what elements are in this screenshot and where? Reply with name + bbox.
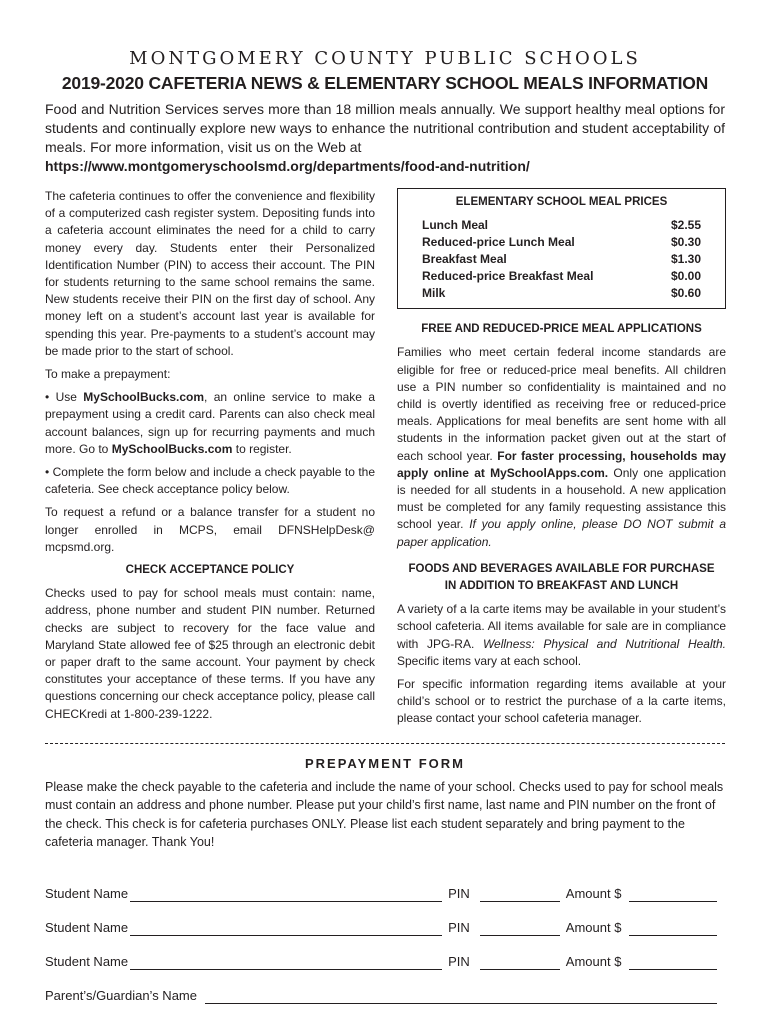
- pin-field[interactable]: [480, 955, 560, 970]
- myschoolbucks-link-2[interactable]: MySchoolBucks.com: [111, 441, 233, 456]
- price-row: [422, 268, 701, 285]
- school-name: MONTGOMERY COUNTY PUBLIC SCHOOLS: [129, 48, 641, 69]
- a-la-carte-contact: For specific information regarding items available at your child’s school or to restrict the purchase of a la carte items, please contact your school cafeteria manager.: [397, 677, 726, 726]
- price-label: Breakfast Meal: [422, 252, 507, 267]
- check-policy-heading: CHECK ACCEPTANCE POLICY: [125, 564, 295, 577]
- amount-field[interactable]: [629, 887, 717, 902]
- price-value: $0.00: [670, 269, 701, 284]
- student-name-field[interactable]: [130, 887, 442, 902]
- prepayment-intro: To make a prepayment:: [45, 367, 171, 382]
- price-value: $2.55: [670, 218, 701, 233]
- apply-online-note: For faster processing, households may apply online at MySchoolApps.com.: [397, 448, 726, 480]
- free-reduced-text-part: Families who meet certain federal income standards are eligible for free or reduced-price meal benefits. All children use a PIN number so confidentiality is maintained and no child is overtly identified as receiving free or reduced-price meals. Applications for meal benefits are sent home with all students in the information packet given out at the start of each school year.: [397, 345, 726, 463]
- price-label: Lunch Meal: [422, 218, 489, 233]
- meal-prices-title: ELEMENTARY SCHOOL MEAL PRICES: [455, 196, 668, 208]
- amount-field[interactable]: [629, 955, 717, 970]
- free-reduced-text: [397, 344, 726, 550]
- student-row: [45, 938, 725, 972]
- page-title: 2019-2020 CAFETERIA NEWS & ELEMENTARY SCHOOL MEALS INFORMATION: [61, 73, 709, 93]
- meal-prices-box: [397, 188, 726, 309]
- a-la-carte-text-part: A variety of a la carte items may be available in your student’s school cafeteria. All items available for sale are in compliance with JPG-RA.: [397, 602, 726, 651]
- page: [45, 48, 725, 740]
- cut-line: [45, 743, 725, 744]
- student-row: [45, 870, 725, 904]
- check-policy-text: Checks used to pay for school meals must contain: name, address, phone number and student PIN number. Returned checks are subject to recovery for the face value and Maryland State allowed fee of $25 through an electronic debit or paper draft to the same account. Your payment by check constitutes your acceptance of these terms. If you have any questions concerning our check acceptance policy, please call CHECKredi at 1-800-239-1222.: [45, 586, 375, 721]
- amount-label: Amount $: [565, 920, 622, 935]
- student-name-label: Student Name: [45, 886, 129, 901]
- two-column-body: [45, 188, 725, 740]
- pin-field[interactable]: [480, 921, 560, 936]
- student-name-label: Student Name: [45, 954, 129, 969]
- foods-heading-line2: IN ADDITION TO BREAKFAST AND LUNCH: [444, 580, 679, 593]
- a-la-carte-text: [397, 601, 726, 670]
- price-label: Reduced-price Breakfast Meal: [422, 269, 594, 284]
- parent-name-field[interactable]: [205, 989, 717, 1004]
- cash-register-paragraph: The cafeteria continues to offer the convenience and flexibility of a computerized cash register system. Depositing funds into a cafeteria account eliminates the need for a child to carry money every day. Students enter their Personalized Identification Number (PIN) to access their account. The PIN for students returning to the same school remains the same. New students receive their PIN on the first day of school. Any money left on a student’s account last year is available for spending this year. Pre-payments to a student’s account may be made prior to the start of school.: [45, 189, 375, 358]
- student-name-field[interactable]: [130, 921, 442, 936]
- price-row: [422, 217, 701, 234]
- amount-field[interactable]: [629, 921, 717, 936]
- prepayment-instructions: Please make the check payable to the cafeteria and include the name of your school. Checks used to pay for school meals must contain an address and phone number. Please put your child’s first name, last name and PIN number on the front of the check. This check is for cafeteria purchases ONLY. Please list each student separately and bring payment to the cafeteria manager. Thank You!: [45, 779, 724, 849]
- free-reduced-text-part: Only one application is needed for all students in a household. A new application must be completed for any family requesting assistance this school year.: [397, 465, 726, 532]
- price-value: $1.30: [670, 252, 701, 267]
- intro-text: Food and Nutrition Services serves more than 18 million meals annually. We support healthy meal options for students and continually explore new ways to enhance the nutritional contribution and student acceptability of meals. For more information, visit us on the Web at: [45, 101, 725, 155]
- prepayment-option-online: [45, 389, 375, 458]
- myschoolbucks-link[interactable]: MySchoolBucks.com: [83, 390, 204, 405]
- student-name-field[interactable]: [130, 955, 442, 970]
- bullet-text: • Use: [45, 390, 84, 405]
- prepayment-option-check: • Complete the form below and include a check payable to the cafeteria. See check acceptance policy below.: [45, 465, 375, 497]
- right-column: [397, 188, 726, 734]
- student-row: [45, 904, 725, 938]
- pin-label: PIN: [448, 920, 470, 935]
- intro-paragraph: [45, 100, 725, 176]
- paper-application-note: If you apply online, please DO NOT submit a paper application.: [397, 517, 727, 549]
- left-column: [45, 188, 375, 729]
- price-value: $0.30: [670, 235, 701, 250]
- price-row: [422, 251, 701, 268]
- price-label: Milk: [422, 286, 446, 301]
- amount-label: Amount $: [565, 954, 622, 969]
- foods-heading-line1: FOODS AND BEVERAGES AVAILABLE FOR PURCHASE: [408, 562, 715, 575]
- price-label: Reduced-price Lunch Meal: [422, 235, 575, 250]
- parent-name-label: Parent’s/Guardian’s Name: [45, 988, 197, 1003]
- price-row: [422, 285, 701, 302]
- price-value: $0.60: [670, 286, 701, 301]
- student-name-label: Student Name: [45, 920, 129, 935]
- pin-field[interactable]: [480, 887, 560, 902]
- prepayment-form-title: PREPAYMENT FORM: [304, 756, 465, 771]
- bullet-text: to register.: [232, 441, 292, 456]
- refund-paragraph: To request a refund or a balance transfer for a student no longer enrolled in MCPS, email DFNSHelpDesk@ mcpsmd.org.: [45, 505, 375, 554]
- bullet-text: , an online service to make a prepayment using a credit card. Parents can also check meal account balances, sign up for recurring payments and much more. Go to: [45, 390, 375, 456]
- pin-label: PIN: [448, 954, 470, 969]
- pin-label: PIN: [448, 886, 470, 901]
- amount-label: Amount $: [565, 886, 622, 901]
- intro-url-link[interactable]: https://www.montgomeryschoolsmd.org/departments/food-and-nutrition/: [45, 158, 530, 174]
- foods-heading: [397, 561, 726, 595]
- wellness-policy-name: Wellness: Physical and Nutritional Health.: [482, 636, 726, 651]
- price-row: [422, 234, 701, 251]
- free-reduced-heading: FREE AND REDUCED-PRICE MEAL APPLICATIONS: [421, 323, 702, 336]
- parent-row: [45, 972, 725, 1006]
- a-la-carte-text-part: Specific items vary at each school.: [397, 653, 582, 668]
- prepayment-form: [45, 755, 725, 1006]
